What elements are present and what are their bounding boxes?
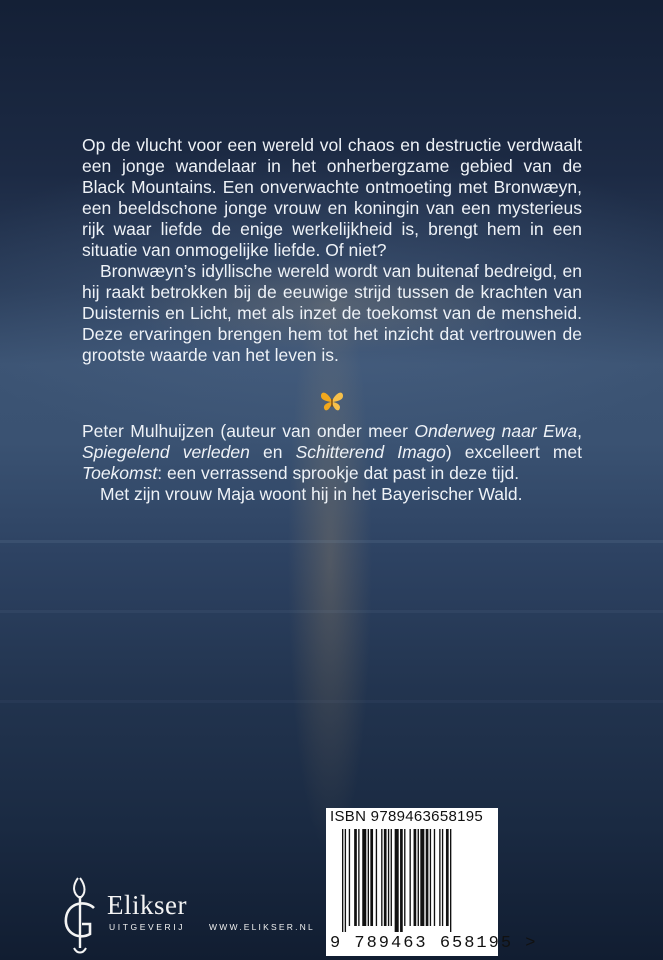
barcode-bar <box>391 829 392 926</box>
book-title: Onderweg naar Ewa <box>414 421 578 441</box>
book-title: Toekomst <box>82 463 158 483</box>
isbn-label: ISBN 9789463658195 <box>330 808 484 825</box>
barcode-bar <box>439 829 440 926</box>
water-streak <box>0 540 663 543</box>
barcode-bar <box>400 829 403 932</box>
barcode-bar <box>345 829 346 932</box>
barcode-bar <box>430 829 431 926</box>
barcode-bar <box>342 829 343 932</box>
barcode-bar <box>362 829 366 926</box>
barcode-bar <box>434 829 435 926</box>
barcode-digits: 9 789463 658195 > <box>330 934 538 953</box>
publisher-logo <box>56 874 206 954</box>
barcode-bar <box>376 829 377 926</box>
barcode-bar <box>418 829 419 926</box>
barcode-bar <box>349 829 350 926</box>
barcode-bar <box>358 829 359 926</box>
author-text-run: : een verrassend sprookje dat past in deze tijd. <box>157 463 520 483</box>
author-text-run: , <box>577 421 582 441</box>
barcode-bar <box>420 829 424 926</box>
barcode-bar <box>414 829 417 926</box>
author-text-run: Peter Mulhuijzen (auteur van onder meer <box>82 421 415 441</box>
publisher-name: Elikser <box>107 890 187 920</box>
book-title: Schitterend Imago <box>295 442 446 462</box>
barcode-bar <box>354 829 357 926</box>
water-streak <box>0 700 663 703</box>
barcode-bar <box>450 829 451 932</box>
barcode-bar <box>395 829 399 932</box>
author-text <box>82 421 582 505</box>
blurb-text <box>82 135 582 366</box>
barcode-bar <box>404 829 405 926</box>
barcode-bar <box>384 829 387 926</box>
barcode-bars <box>342 829 490 932</box>
author-text-run: ) excelleert met <box>445 442 583 462</box>
author-text-run: en <box>249 442 296 462</box>
barcode-bar <box>381 829 382 926</box>
author-paragraph-1 <box>82 421 582 484</box>
book-title: Spiegelend verleden <box>82 442 250 462</box>
barcode-bar <box>410 829 411 926</box>
water-streak <box>0 610 663 613</box>
publisher-subtitle: UITGEVERIJ <box>109 922 186 932</box>
barcode-bar <box>442 829 443 926</box>
barcode-bar <box>368 829 369 926</box>
blurb-paragraph-2: Bronwæyn’s idyllische wereld wordt van buitenaf bedreigd, en hij raakt betrokken bij de eeuwige strijd tussen de krachten van Duisternis en Licht, met als inzet de toekomst van de mensheid. Deze ervaringen brengen hem tot het inzicht dat vertrouwen de grootste waarde van het leven is. <box>82 261 582 365</box>
publisher-website: WWW.ELIKSER.NL <box>209 922 315 932</box>
butterfly-icon <box>319 390 345 412</box>
barcode-bar <box>388 829 389 926</box>
barcode-bar <box>370 829 373 926</box>
blurb-paragraph-1: Op de vlucht voor een wereld vol chaos en destructie verdwaalt een jonge wandelaar in het onherbergzame gebied van de Black Mountains. Een onverwachte ontmoeting met Bronwæyn, een beeldschone jonge vrouw en koningin van een mysterieus rijk waar liefde de enige werkelijkheid is, brengt hem in een situatie van onmogelijke liefde. Of niet? <box>82 135 582 260</box>
author-paragraph-2: Met zijn vrouw Maja woont hij in het Bayerischer Wald. <box>100 484 523 504</box>
barcode-bar <box>446 829 449 926</box>
elikser-logo-icon <box>56 874 104 956</box>
barcode-bar <box>426 829 429 926</box>
